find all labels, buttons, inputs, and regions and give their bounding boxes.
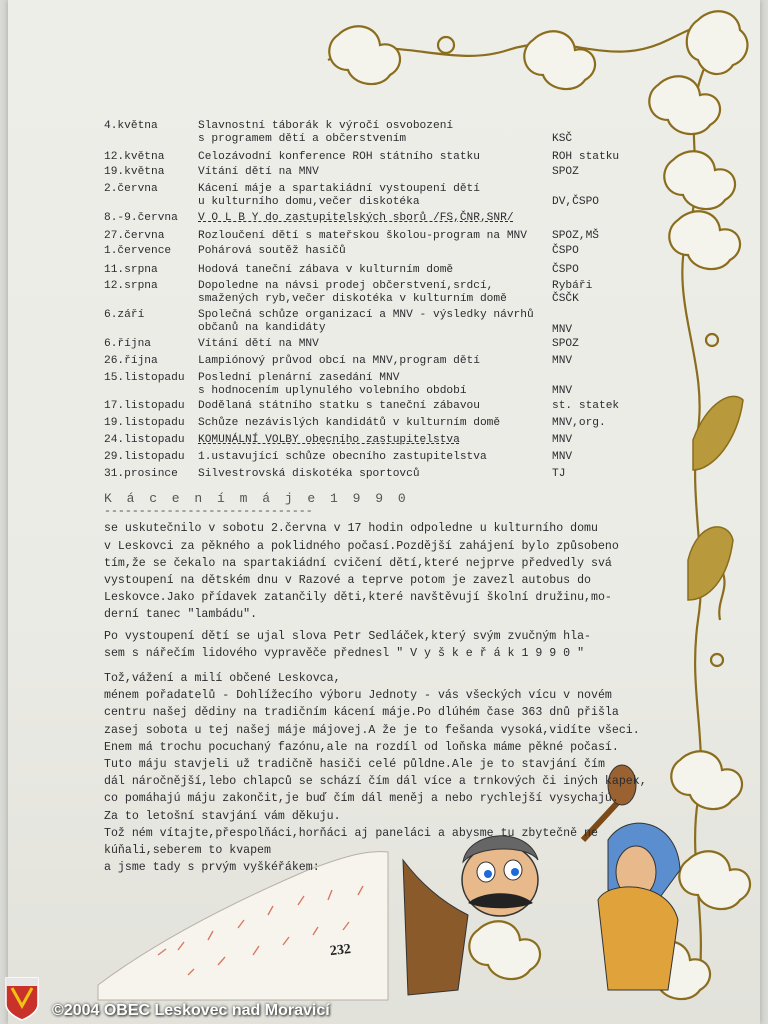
event-date: 31.prosince — [104, 468, 178, 480]
footer — [0, 994, 768, 1024]
article-title: K á c e n í m á j e 1 9 9 0 — [104, 491, 410, 506]
event-organizer: Rybáři ČSČK — [552, 280, 593, 305]
event-text: Dodělaná státního statku s taneční zábavou — [198, 400, 480, 412]
paragraph-2: Po vystoupení dětí se ujal slova Petr Sedláček,který svým zvučným hla- sem s nářečím lidového vypravěče přednesl " V y š k e ř á k 1 9 9 0 " — [104, 629, 592, 660]
title-rule: ------------------------------ — [104, 505, 313, 519]
event-text: KOMUNÁLNÍ VOLBY obecního zastupitelstva — [198, 434, 460, 446]
event-date: 17.listopadu — [104, 400, 185, 412]
event-organizer: DV,ČSPO — [552, 196, 599, 208]
event-text: Schůze nezávislých kandidátů v kulturním domě — [198, 417, 501, 429]
event-date: 12.května — [104, 151, 165, 163]
event-organizer: ČSPO — [552, 264, 579, 276]
event-date: 12.srpna — [104, 280, 158, 292]
event-text: Lampiónový průvod obcí na MNV,program dětí — [198, 355, 480, 367]
event-text: Hodová taneční zábava v kulturním domě — [198, 264, 454, 276]
event-text: Rozloučení dětí s mateřskou školou-program na MNV — [198, 230, 527, 242]
paragraph-3: Tož,vážení a milí občené Leskovca, ménem pořadatelů - Dohlížecího výboru Jednoty - vás všeckých vícu v novém centru našej dědiny na tradičním kácení máje.Po dlúhém čase 363 dnů přišla zasej sobota u tej našej máje májovej.A že je to fešanda vysoká,vidíte všeci. Enem má trochu pocuchaný fazónu,ale na rozdíl od loňska máme pěkné počasí. Tuto máju stavjeli už tradičně hasiči celé půldne.Ale je to stavjání čím dál náročnější,lebo chlapců se schází čím dál více a trnkových či iných kapek, co pomáhajú máju zakončit,je buď čím dál meněj a nebo rychlejší vysychajú. Za to letošní stavjání vám děkuju. Tož ném vítajte,přespolňáci,horňáci aj paneláci a abysme tu zbytečně ne kúňali,seberem to kvapem a jsme tady s prvým vyškéřákem: — [104, 672, 647, 875]
event-organizer: SPOZ — [552, 338, 579, 350]
event-date: 6.září — [104, 309, 145, 321]
event-date: 4.května — [104, 120, 158, 132]
event-text: Celozávodní konference ROH státního statku — [198, 151, 480, 163]
event-text: Vítání dětí na MNV — [198, 338, 319, 350]
event-text: Poslední plenární zasedání MNV s hodnocením uplynulého volebního období — [198, 372, 467, 397]
event-text: Slavnostní táborák k výročí osvobození s programem dětí a občerstvením — [198, 120, 454, 145]
event-organizer: MNV — [552, 355, 573, 367]
copyright-text: ©2004 OBEC Leskovec nad Moravicí — [52, 1002, 330, 1019]
crest-icon — [4, 976, 40, 1022]
event-organizer: SPOZ — [552, 166, 579, 178]
event-organizer: MNV,org. — [552, 417, 606, 429]
event-organizer: ROH statku — [552, 151, 620, 163]
event-text: 1.ustavující schůze obecního zastupitelstva — [198, 451, 487, 463]
page-number: 232 — [329, 941, 352, 960]
event-date: 26.října — [104, 355, 158, 367]
event-text: Vítání dětí na MNV — [198, 166, 319, 178]
event-organizer: TJ — [552, 468, 566, 480]
event-date: 19.listopadu — [104, 417, 185, 429]
event-organizer: MNV — [552, 434, 573, 446]
event-date: 19.května — [104, 166, 165, 178]
event-text: Kácení máje a spartakiádní vystoupení dětí u kulturního domu,večer diskotéka — [198, 183, 480, 208]
paragraph-1: se uskutečnilo v sobotu 2.června v 17 hodin odpoledne u kulturního domu v Leskovci za pěkného a poklidného počasí.Pozdější zahájení bylo způsobeno tím,že se čekalo na spartakiádní cvičení dětí,které nejprve předvedly svá vystoupení na dětském dnu v Razové a teprve potom je zavezl autobus do Leskovce.Jako přídavek zatančily děti,které navštěvují školní družinu,mo- derní tanec "lambádu". — [104, 522, 619, 622]
document-page — [8, 0, 760, 1024]
event-date: 6.října — [104, 338, 151, 350]
article — [104, 490, 724, 876]
event-organizer: KSČ — [552, 133, 573, 145]
event-text: Společná schůze organizací a MNV - výsledky návrhů občanů na kandidáty — [198, 309, 534, 334]
event-date: 11.srpna — [104, 264, 158, 276]
event-organizer: ČSPO — [552, 245, 579, 257]
event-date: 8.-9.června — [104, 212, 178, 224]
event-date: 1.července — [104, 245, 172, 257]
event-text: Dopoledne na návsi prodej občerstvení,srdcí, smažených ryb,večer diskotéka v kulturním domě — [198, 280, 507, 305]
event-date: 24.listopadu — [104, 434, 185, 446]
event-date: 15.listopadu — [104, 372, 185, 384]
event-text: Pohárová soutěž hasičů — [198, 245, 346, 257]
event-date: 29.listopadu — [104, 451, 185, 463]
event-organizer: MNV — [552, 451, 573, 463]
event-organizer: st. statek — [552, 400, 620, 412]
event-date: 2.června — [104, 183, 158, 195]
event-text: V O L B Y do zastupitelských sborů /FS,ČNR,SNR/ — [198, 212, 514, 224]
event-text: Silvestrovská diskotéka sportovců — [198, 468, 420, 480]
event-organizer: SPOZ,MŠ — [552, 230, 599, 242]
event-date: 27.června — [104, 230, 165, 242]
event-organizer: MNV — [552, 324, 573, 336]
event-organizer: MNV — [552, 385, 573, 397]
